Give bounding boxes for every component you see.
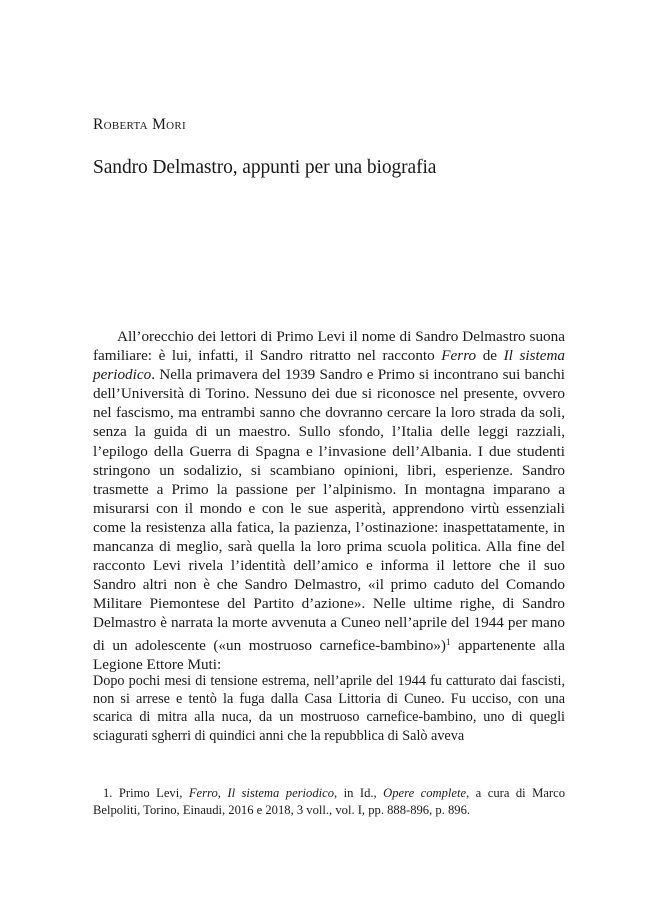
- footnote-text: 1. Primo Levi, Ferro, Il sistema periodico, in Id., Opere complete, a cura di Marco Belpoliti, Torino, Einaudi, 2016 e 2018, 3 voll., vol. I, pp. 888-896, p. 896.: [93, 786, 565, 817]
- book-title: Il sistema periodico: [93, 347, 566, 384]
- block-quote: [93, 672, 565, 745]
- chapter-title: Sandro Delmastro, appunti per una biografia: [93, 157, 437, 178]
- story-title: Ferro: [441, 347, 477, 365]
- footnote-reference[interactable]: 1: [446, 636, 451, 647]
- footnote: [93, 785, 565, 819]
- author-name: Roberta Mori: [93, 116, 186, 133]
- body-text: [93, 327, 565, 674]
- quote-text: Dopo pochi mesi di tensione estrema, nell’aprile del 1944 fu catturato dai fascisti, non si arrese e tentò la fuga dalla Casa Littoria di Cuneo. Fu ucciso, con una scarica di mitra alla nuca, da un mostruoso carnefice-bambino, uno di quegli sciagurati sgherri di quindici anni che la repubblica di Salò aveva: [93, 673, 565, 744]
- paragraph: All’orecchio dei lettori di Primo Levi il nome di Sandro Delmastro suona familiare: è lui, infatti, il Sandro ritratto nel racconto Ferro de Il sistema periodico. Nella primavera del 1939 Sandro e Primo si incontrano sui banchi dell’Università di Torino. Nessuno dei due si riconosce nel presente, ovvero nel fascismo, ma entrambi sanno che dovranno cercare la loro strada da soli, senza la guida di un maestro. Sullo sfondo, l’Italia delle leggi razziali, l’epilogo della Guerra di Spagna e l’invasione dell’Albania. I due studenti stringono un sodalizio, si scambiano opinioni, libri, esperienze. Sandro trasmette a Primo la passione per l’alpinismo. In montagna imparano a misurarsi con il mondo e con le sue asperità, apprendono virtù essenziali come la resistenza alla fatica, la pazienza, l’ostinazione: inaspettatamente, in mancanza di meglio, sarà quella la loro prima scuola politica. Alla fine del racconto Levi rivela l’identità dell’amico e informa il lettore che il suo Sandro altri non è che Sandro Delmastro, «il primo caduto del Comando Militare Piemontese del Partito d’azione». Nelle ultime righe, di Sandro Delmastro è narrata la morte avvenuta a Cuneo nell’aprile del 1944 per mano di un adolescente («un mostruoso carnefice-bambino»)$^1$ appartenente alla Legione Ettore Muti:: [93, 328, 566, 673]
